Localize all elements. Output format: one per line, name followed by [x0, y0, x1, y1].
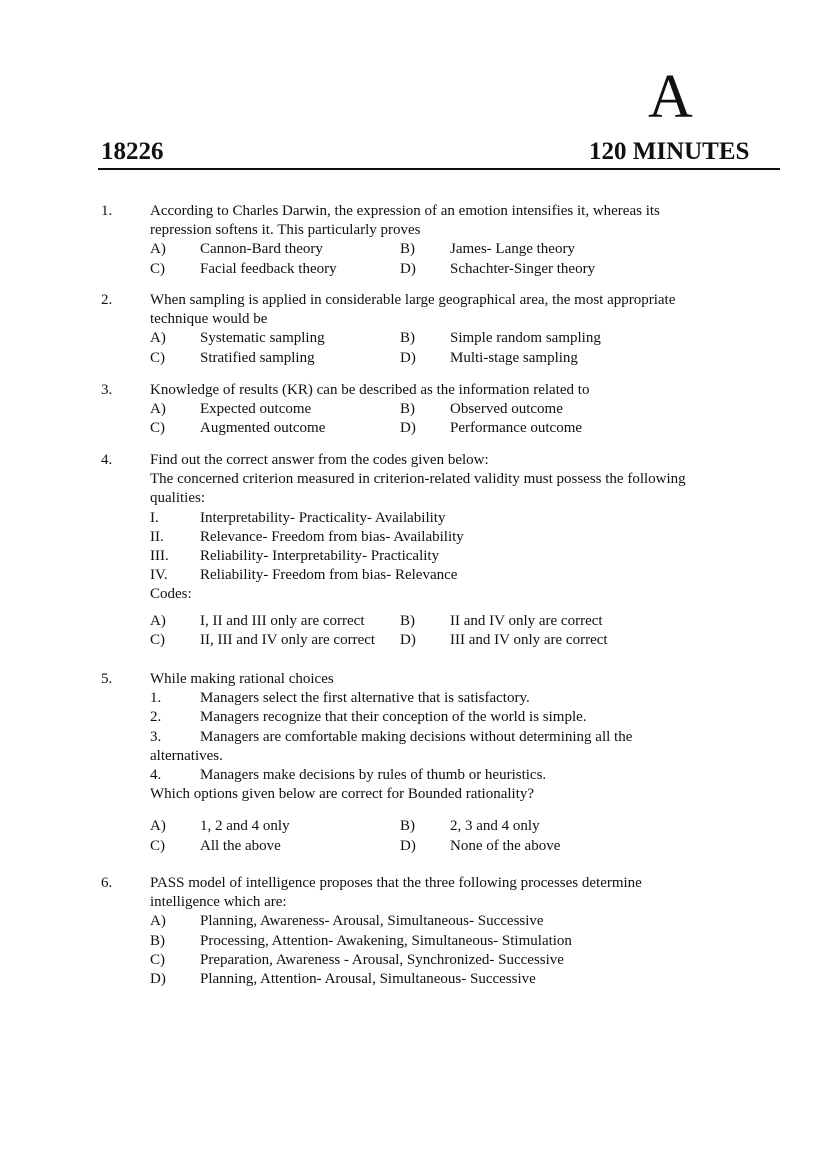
- option-label: B): [400, 818, 415, 835]
- question-number: 6.: [101, 875, 113, 891]
- option-text: Expected outcome: [200, 401, 312, 418]
- option-text: Facial feedback theory: [200, 260, 337, 277]
- question-stem-line: When sampling is applied in considerable large geographical area, the most appropriate: [150, 292, 676, 308]
- statement-text: Relevance- Freedom from bias- Availability: [200, 528, 464, 545]
- statement-text: Managers make decisions by rules of thumb or heuristics.: [200, 766, 547, 783]
- option-text: James- Lange theory: [450, 241, 575, 258]
- option-row: [150, 932, 750, 951]
- option-row: [150, 419, 750, 438]
- option-label: C): [150, 951, 165, 968]
- option-text: Planning, Awareness- Arousal, Simultaneous- Successive: [200, 913, 544, 930]
- option-text: Stratified sampling: [200, 349, 315, 366]
- exam-duration: 120 MINUTES: [589, 138, 750, 165]
- option-row: [150, 260, 750, 279]
- option-row: [150, 837, 750, 856]
- option-label: A): [150, 330, 166, 347]
- option-label: D): [400, 349, 416, 366]
- paper-code: 18226: [101, 138, 164, 165]
- statement-text: Interpretability- Practicality- Availability: [200, 509, 446, 526]
- statement-text: Reliability- Interpretability- Practicality: [200, 547, 440, 564]
- option-text: Augmented outcome: [200, 420, 326, 437]
- option-label: C): [150, 837, 165, 854]
- question-stem-line: PASS model of intelligence proposes that the three following processes determine: [150, 875, 642, 891]
- statement-row: [150, 728, 750, 747]
- option-text: Schachter-Singer theory: [450, 260, 596, 277]
- option-label: B): [400, 330, 415, 347]
- statement-label: I.: [150, 509, 159, 526]
- question-stem-line: Find out the correct answer from the codes given below:: [150, 452, 489, 468]
- option-label: B): [400, 612, 415, 629]
- option-label: A): [150, 401, 166, 418]
- statement-row: [150, 509, 750, 528]
- question-prompt: Which options given below are correct for Bounded rationality?: [150, 786, 535, 803]
- option-text: All the above: [200, 837, 281, 854]
- statement-text: Managers recognize that their conception of the world is simple.: [200, 709, 587, 726]
- question-stem-line: qualities:: [150, 490, 205, 507]
- option-label: D): [400, 420, 416, 437]
- question-number: 4.: [101, 452, 113, 468]
- option-text: II and IV only are correct: [450, 612, 603, 629]
- question-stem-line: While making rational choices: [150, 671, 334, 687]
- question-number: 1.: [101, 203, 113, 219]
- statement-label: II.: [150, 528, 164, 545]
- option-text: Multi-stage sampling: [450, 349, 578, 366]
- question-stem-line: The concerned criterion measured in criterion-related validity must possess the following: [150, 471, 686, 488]
- question-set-letter: A: [648, 63, 693, 131]
- statement-label: 1.: [150, 690, 162, 707]
- option-text: I, II and III only are correct: [200, 612, 365, 629]
- option-row: [150, 400, 750, 419]
- option-text: II, III and IV only are correct: [200, 631, 376, 648]
- question-stem-line: Knowledge of results (KR) can be described as the information related to: [150, 382, 590, 398]
- option-text: Systematic sampling: [200, 330, 325, 347]
- option-label: D): [400, 260, 416, 277]
- option-label: B): [150, 932, 165, 949]
- option-label: A): [150, 913, 166, 930]
- option-row: [150, 631, 750, 650]
- option-text: Processing, Attention- Awakening, Simultaneous- Stimulation: [200, 932, 572, 949]
- option-text: None of the above: [450, 837, 561, 854]
- question-stem-line: technique would be: [150, 311, 268, 328]
- question-number: 3.: [101, 382, 113, 398]
- option-row: [150, 912, 750, 931]
- option-label: C): [150, 260, 165, 277]
- option-label: C): [150, 631, 165, 648]
- codes-label: Codes:: [150, 586, 192, 603]
- option-text: Planning, Attention- Arousal, Simultaneous- Successive: [200, 970, 536, 987]
- statement-label: 4.: [150, 766, 162, 783]
- statement-continuation: alternatives.: [150, 747, 223, 764]
- option-label: B): [400, 401, 415, 418]
- option-text: Simple random sampling: [450, 330, 601, 347]
- statement-row: [150, 566, 750, 585]
- option-row: [150, 349, 750, 368]
- statement-text: Reliability- Freedom from bias- Relevance: [200, 567, 458, 584]
- question-stem-line: repression softens it. This particularly proves: [150, 222, 421, 239]
- option-text: Cannon-Bard theory: [200, 241, 323, 258]
- statement-row: [150, 547, 750, 566]
- question-stem-line: intelligence which are:: [150, 894, 287, 911]
- question-number: 2.: [101, 292, 113, 308]
- option-row: [150, 817, 750, 836]
- option-text: Observed outcome: [450, 401, 563, 418]
- option-text: III and IV only are correct: [450, 631, 608, 648]
- option-label: B): [400, 241, 415, 258]
- question-number: 5.: [101, 671, 113, 687]
- statement-row: [150, 689, 750, 708]
- option-row: [150, 951, 750, 970]
- statement-text: Managers select the first alternative that is satisfactory.: [200, 690, 530, 707]
- option-label: D): [150, 970, 166, 987]
- statement-row: [150, 528, 750, 547]
- option-text: 2, 3 and 4 only: [450, 818, 540, 835]
- option-label: A): [150, 612, 166, 629]
- option-label: D): [400, 631, 416, 648]
- option-text: Preparation, Awareness - Arousal, Synchronized- Successive: [200, 951, 564, 968]
- option-row: [150, 612, 750, 631]
- statement-text: Managers are comfortable making decisions without determining all the: [200, 728, 633, 745]
- option-row: [150, 240, 750, 259]
- option-row: [150, 970, 750, 989]
- option-label: D): [400, 837, 416, 854]
- option-label: C): [150, 420, 165, 437]
- statement-row: [150, 766, 750, 785]
- statement-row: [150, 708, 750, 727]
- option-label: C): [150, 349, 165, 366]
- statement-label: 2.: [150, 709, 162, 726]
- statement-label: 3.: [150, 728, 162, 745]
- question-stem-line: According to Charles Darwin, the expression of an emotion intensifies it, whereas its: [150, 203, 660, 219]
- option-text: 1, 2 and 4 only: [200, 818, 290, 835]
- statement-label: III.: [150, 547, 169, 564]
- option-text: Performance outcome: [450, 420, 583, 437]
- option-row: [150, 329, 750, 348]
- header-divider: [98, 168, 780, 170]
- option-label: A): [150, 818, 166, 835]
- option-label: A): [150, 241, 166, 258]
- statement-label: IV.: [150, 567, 168, 584]
